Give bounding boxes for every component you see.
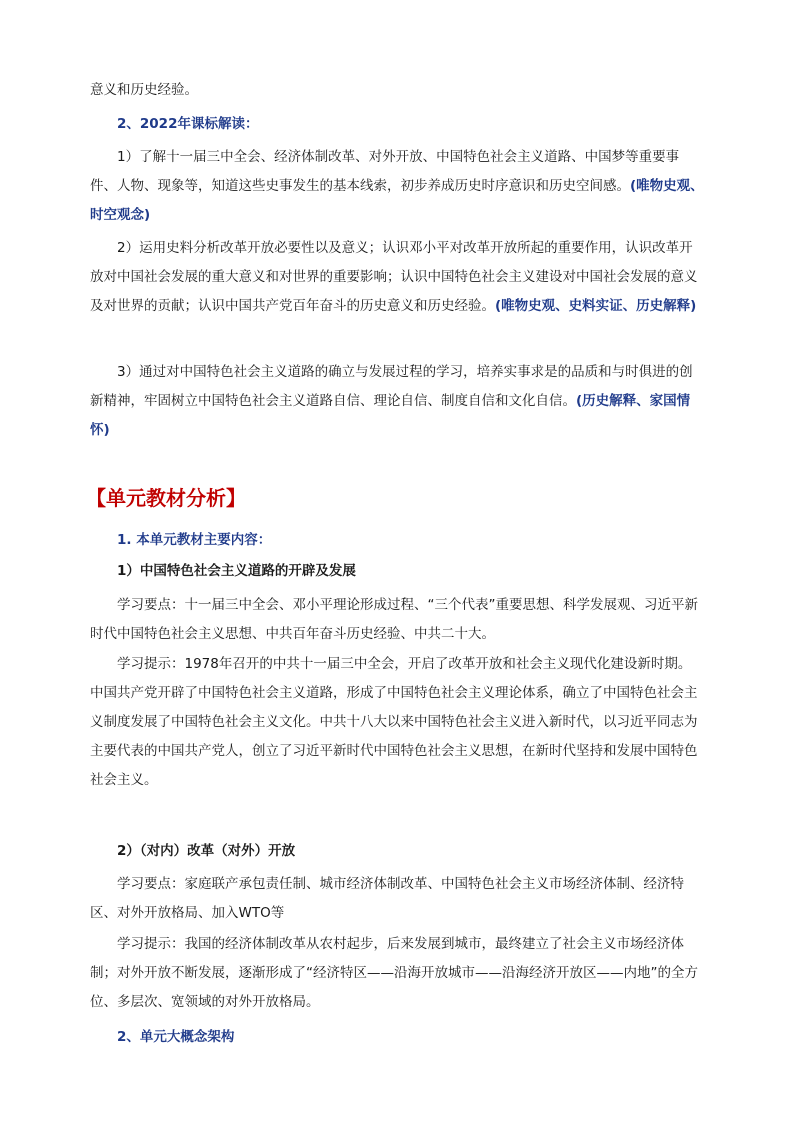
standard-item-2-tag: (唯物史观、史料实证、历史解释) [495,298,697,314]
sub2-study-tips: 学习提示：我国的经济体制改革从农村起步，后来发展到城市，最终建立了社会主义市场经济体制；对外开放不断发展，逐渐形成了“经济特区——沿海开放城市——沿海经济开放区——内地”的全方位、多层次、宽领域的对外开放格局。 [90,936,698,1010]
heading-unit-architecture: 2、单元大概念架构 [117,1029,235,1045]
standard-item-3-tag: (历史解释、家国情怀) [90,393,691,438]
standard-item-2 [90,234,704,321]
paragraph-intro-end: 意义和历史经验。 [90,82,198,98]
sub2-study-points: 学习要点：家庭联产承包责任制、城市经济体制改革、中国特色社会主义市场经济体制、经济特区、对外开放格局、加入WTO等 [90,876,684,921]
standard-item-3 [90,358,704,445]
standard-item-1-text: 1）了解十一届三中全会、经济体制改革、对外开放、中国特色社会主义道路、中国梦等重要事件、人物、现象等，知道这些史事发生的基本线索，初步养成历史时序意识和历史空间感。 [90,149,680,194]
heading-2022-standard: 2、2022年课标解读： [117,116,259,132]
subheading-reform-opening: 2）（对内）改革（对外）开放 [117,843,296,859]
standard-item-2-text: 2）运用史料分析改革开放必要性以及意义；认识邓小平对改革开放所起的重要作用，认识改革开放对中国社会发展的重大意义和对世界的重要影响；认识中国特色社会主义建设对中国社会发展的意义及对世界的贡献；认识中国共产党百年奋斗的历史意义和历史经验。 [90,240,698,314]
standard-item-3-text: 3）通过对中国特色社会主义道路的确立与发展过程的学习，培养实事求是的品质和与时俱进的创新精神，牢固树立中国特色社会主义道路自信、理论自信、制度自信和文化自信。 [90,364,693,409]
standard-item-1 [90,143,704,230]
section-title-unit-analysis: 【单元教材分析】 [86,486,246,510]
standard-item-1-tag: (唯物史观、时空观念) [90,178,704,223]
heading-main-content: 1. 本单元教材主要内容： [117,532,272,548]
sub1-study-points: 学习要点：十一届三中全会、邓小平理论形成过程、“三个代表”重要思想、科学发展观、习近平新时代中国特色社会主义思想、中共百年奋斗历史经验、中共二十大。 [90,597,698,642]
subheading-socialism-road: 1）中国特色社会主义道路的开辟及发展 [117,563,356,579]
sub1-study-tips: 学习提示：1978年召开的中共十一届三中全会，开启了改革开放和社会主义现代化建设新时期。中国共产党开辟了中国特色社会主义道路，形成了中国特色社会主义理论体系，确立了中国特色社会主义制度发展了中国特色社会主义文化。中共十八大以来中国特色社会主义进入新时代，以习近平同志为主要代表的中国共产党人，创立了习近平新时代中国特色社会主义思想，在新时代坚持和发展中国特色社会主义。 [90,656,698,788]
